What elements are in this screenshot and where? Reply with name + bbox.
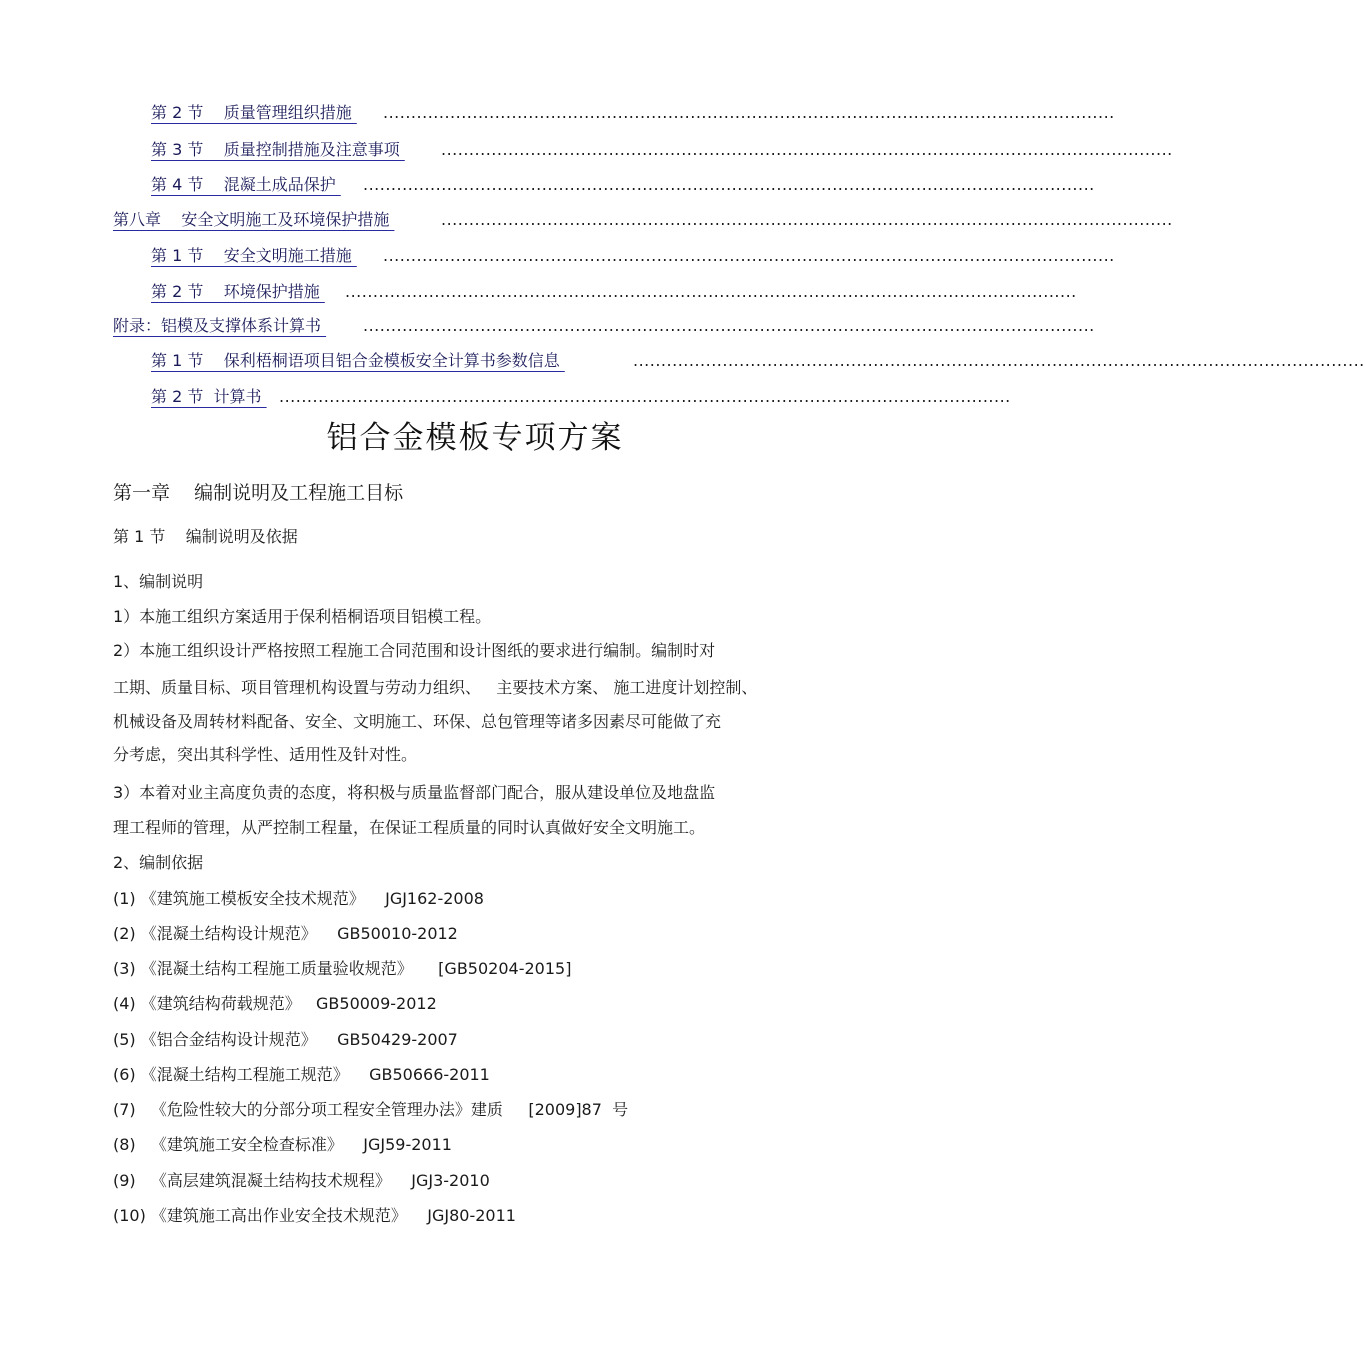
reference-item: (10) 《建筑施工高出作业安全技术规范》 JGJ80-2011 [113, 1206, 516, 1225]
toc-entry-label[interactable]: 第 4 节 混凝土成品保护 [151, 175, 341, 194]
toc-entry[interactable] [151, 173, 1095, 197]
paragraph-line: 3）本着对业主高度负责的态度，将积极与质量监督部门配合，服从建设单位及地盘监 [113, 783, 716, 802]
toc-entry-label[interactable]: 第 1 节 安全文明施工措施 [151, 246, 357, 265]
toc-entry[interactable] [151, 101, 1115, 125]
toc-leader-dots: ................................................................................................................................... [383, 103, 1115, 122]
toc-entry-label[interactable]: 第 2 节 环境保护措施 [151, 282, 325, 301]
toc-leader-dots: ................................................................................................................................... [383, 246, 1115, 265]
toc-leader-dots: ................................................................................................................................... [441, 210, 1173, 229]
reference-item: (8) 《建筑施工安全检查标准》 JGJ59-2011 [113, 1135, 452, 1154]
reference-item: (5) 《铝合金结构设计规范》 GB50429-2007 [113, 1030, 458, 1049]
toc-entry-label[interactable]: 第 2 节 计算书 [151, 387, 267, 406]
reference-item: (1) 《建筑施工模板安全技术规范》 JGJ162-2008 [113, 889, 484, 908]
reference-item: (4) 《建筑结构荷载规范》 GB50009-2012 [113, 994, 437, 1013]
reference-item: (2) 《混凝土结构设计规范》 GB50010-2012 [113, 924, 458, 943]
paragraph-line: 2、编制依据 [113, 853, 204, 872]
reference-item: (3) 《混凝土结构工程施工质量验收规范》 [GB50204-2015] [113, 959, 572, 978]
paragraph-line: 1）本施工组织方案适用于保利梧桐语项目铝模工程。 [113, 607, 492, 626]
paragraph-line: 1、编制说明 [113, 572, 204, 591]
paragraph-line: 工期、质量目标、项目管理机构设置与劳动力组织、 主要技术方案、 施工进度计划控制、 [113, 678, 758, 697]
toc-leader-dots: ................................................................................................................................... [345, 282, 1077, 301]
toc-leader-dots: ................................................................................................................................... [363, 316, 1095, 335]
chapter-heading: 第一章 编制说明及工程施工目标 [113, 482, 404, 504]
section-heading: 第 1 节 编制说明及依据 [113, 527, 298, 546]
paragraph-line: 分考虑，突出其科学性、适用性及针对性。 [113, 745, 418, 764]
toc-entry-label[interactable]: 第 3 节 质量控制措施及注意事项 [151, 140, 405, 159]
toc-entry[interactable] [113, 314, 1095, 338]
reference-item: (7) 《危险性较大的分部分项工程安全管理办法》建质 [2009]87 号 [113, 1100, 629, 1119]
document-title: 铝合金模板专项方案 [326, 420, 624, 456]
toc-entry[interactable] [151, 244, 1115, 268]
toc-leader-dots: ................................................................................................................................... [633, 351, 1365, 370]
toc-entry-label[interactable]: 第 2 节 质量管理组织措施 [151, 103, 357, 122]
toc-entry[interactable] [151, 138, 1173, 162]
toc-leader-dots: ................................................................................................................................... [363, 175, 1095, 194]
reference-item: (9) 《高层建筑混凝土结构技术规程》 JGJ3-2010 [113, 1171, 490, 1190]
toc-entry-label[interactable]: 附录：铝模及支撑体系计算书 [113, 316, 327, 335]
toc-entry[interactable] [151, 280, 1077, 304]
toc-leader-dots: ................................................................................................................................... [441, 140, 1173, 159]
reference-item: (6) 《混凝土结构工程施工规范》 GB50666-2011 [113, 1065, 490, 1084]
toc-leader-dots: ................................................................................................................................... [279, 387, 1011, 406]
toc-entry[interactable] [151, 349, 1365, 373]
toc-entry-label[interactable]: 第八章 安全文明施工及环境保护措施 [113, 210, 395, 229]
paragraph-line: 理工程师的管理，从严控制工程量，在保证工程质量的同时认真做好安全文明施工。 [113, 818, 706, 837]
toc-entry[interactable] [151, 385, 1011, 409]
toc-entry[interactable] [113, 208, 1173, 232]
paragraph-line: 机械设备及周转材料配备、安全、文明施工、环保、总包管理等诸多因素尽可能做了充 [113, 712, 722, 731]
toc-entry-label[interactable]: 第 1 节 保利梧桐语项目铝合金模板安全计算书参数信息 [151, 351, 565, 370]
paragraph-line: 2）本施工组织设计严格按照工程施工合同范围和设计图纸的要求进行编制。编制时对 [113, 641, 716, 660]
